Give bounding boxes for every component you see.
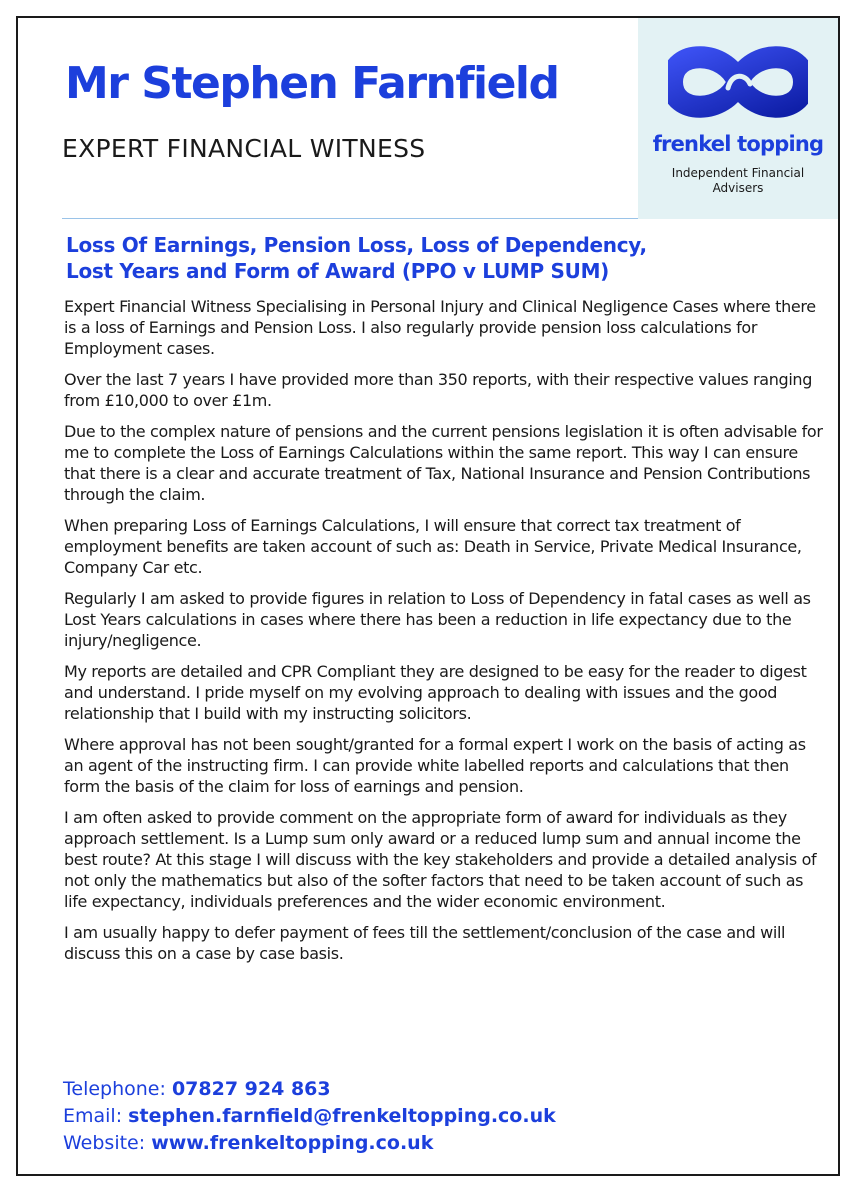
section-heading [66,232,766,284]
paragraph: Regularly I am asked to provide figures in relation to Loss of Dependency in fatal cases as well as Lost Years calculations in cases where there has been a reduction in life expectancy due to the injury/negligence. [64,589,811,650]
page-title: Mr Stephen Farnfield [65,58,559,109]
email-label: Email: [63,1105,123,1127]
paragraph: Over the last 7 years I have provided more than 350 reports, with their respective values ranging from £10,000 to over £1m. [64,370,813,410]
telephone-link[interactable]: 07827 924 863 [171,1078,331,1100]
contact-email [63,1103,823,1130]
website-link[interactable]: www.frenkeltopping.co.uk [151,1132,434,1154]
paragraph: I am usually happy to defer payment of fees till the settlement/conclusion of the case and will discuss this on a case by case basis. [64,923,786,963]
infinity-logo-icon [668,42,808,122]
brand-name: frenkel topping [652,132,824,156]
paragraph: My reports are detailed and CPR Compliant they are designed to be easy for the reader to digest and understand. I pride myself on my evolving approach to dealing with issues and the good relationship that I build with my instructing solicitors. [64,662,807,723]
contact-telephone [63,1076,823,1103]
header-divider [62,218,638,219]
page-subtitle: EXPERT FINANCIAL WITNESS [62,134,426,163]
contact-website [63,1130,823,1157]
paragraph: I am often asked to provide comment on the appropriate form of award for individuals as they approach settlement. Is a Lump sum only award or a reduced lump sum and annual income the best route? At this stage I will discuss with the key stakeholders and provide a detailed analysis of not only the mathematics but also of the softer factors that need to be taken account of such as life expectancy, individuals preferences and the wider economic environment. [64,808,817,911]
paragraph: Where approval has not been sought/granted for a formal expert I work on the basis of acting as an agent of the instructing firm. I can provide white labelled reports and calculations that then form the basis of the claim for loss of earnings and pension. [64,735,806,796]
contact-block [63,1076,823,1157]
paragraph: When preparing Loss of Earnings Calculations, I will ensure that correct tax treatment of employment benefits are taken account of such as: Death in Service, Private Medical Insurance, Company Car etc. [64,516,802,577]
telephone-label: Telephone: [63,1078,166,1100]
section-heading-line-1: Loss Of Earnings, Pension Loss, Loss of Dependency, [66,233,647,257]
body-text [64,296,824,974]
logo-panel [638,18,838,219]
paragraph: Due to the complex nature of pensions and the current pensions legislation it is often advisable for me to complete the Loss of Earnings Calculations within the same report. This way I can ensure that there is a clear and accurate treatment of Tax, National Insurance and Pension Contributions through the claim. [64,422,823,504]
section-heading-line-2: Lost Years and Form of Award (PPO v LUMP SUM) [66,259,610,283]
paragraph: Expert Financial Witness Specialising in Personal Injury and Clinical Negligence Cases where there is a loss of Earnings and Pension Loss. I also regularly provide pension loss calculations for Employment cases. [64,297,816,358]
brand-tagline: Independent Financial Advisers [671,166,805,195]
email-link[interactable]: stephen.farnfield@frenkeltopping.co.uk [128,1105,556,1127]
website-label: Website: [63,1132,146,1154]
